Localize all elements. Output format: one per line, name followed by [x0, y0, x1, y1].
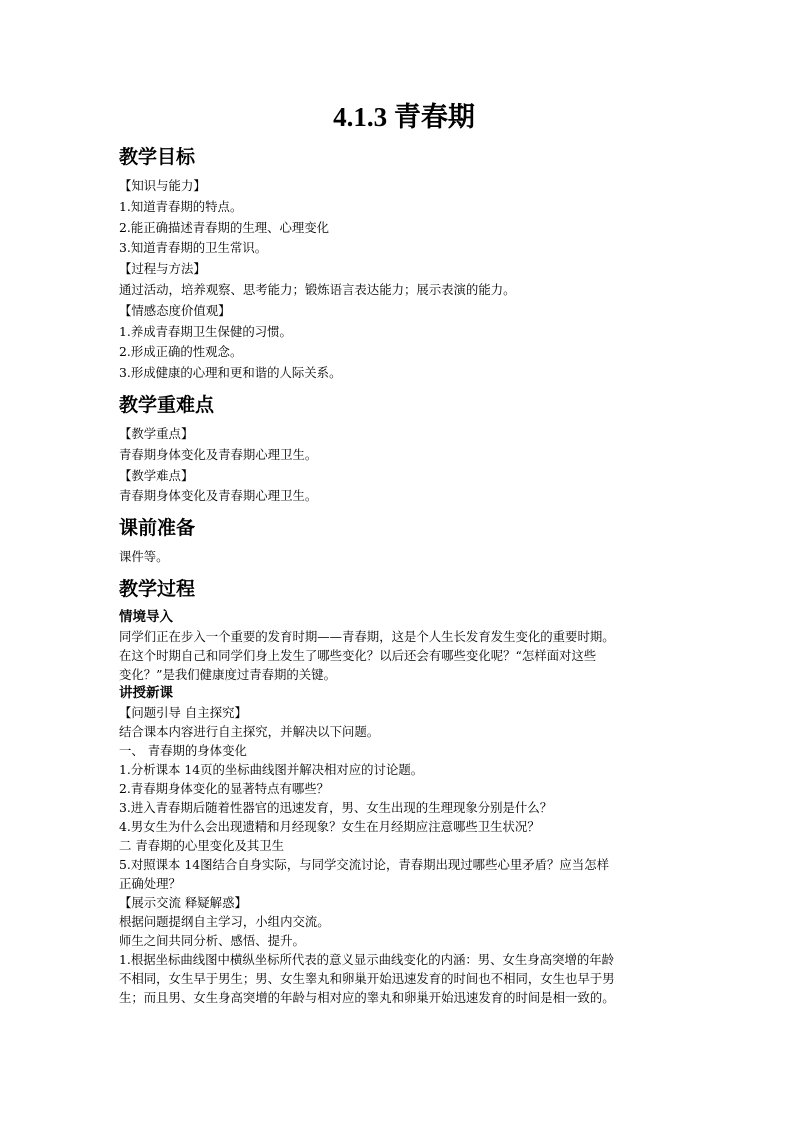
intro-line: 同学们正在步入一个重要的发育时期——青春期，这是个人生长发育发生变化的重要时期。	[119, 628, 615, 644]
lesson-line: 二 青春期的心里变化及其卫生	[119, 837, 285, 853]
section-heading-keypoints: 教学重难点	[119, 393, 215, 416]
lesson-line: 生；而且男、女生身高突增的年龄与相对应的睾丸和卵巢开始迅速发育的时间是相一致的。	[119, 989, 615, 1005]
lesson-line: 5.对照课本 14图结合自身实际，与同学交流讨论，青春期出现过哪些心里矛盾？应当怎样	[119, 856, 609, 872]
lesson-line: 【展示交流 释疑解惑】	[119, 894, 247, 910]
keypoint-line: 【教学难点】	[119, 467, 194, 483]
keypoint-line: 青春期身体变化及青春期心理卫生。	[119, 488, 318, 504]
goal-line: 1.养成青春期卫生保健的习惯。	[119, 323, 292, 339]
goal-line: 3.知道青春期的卫生常识。	[119, 240, 268, 256]
lesson-line: 1.根据坐标曲线图中横纵坐标所代表的意义显示曲线变化的内涵：男、女生身高突增的年龄	[119, 951, 615, 967]
section-process	[119, 576, 689, 1007]
section-heading-prep: 课前准备	[119, 517, 196, 540]
section-prep	[119, 515, 689, 568]
lesson-line: 师生之间共同分析、感悟、提升。	[119, 932, 305, 948]
subheading-intro: 情境导入	[119, 608, 173, 625]
lesson-line: 1.分析课本 14页的坐标曲线图并解决相对应的讨论题。	[119, 761, 424, 777]
lesson-line: 【问题引导 自主探究】	[119, 704, 247, 720]
document-title: 4.1.3 青春期	[333, 102, 475, 132]
lesson-line: 正确处理？	[119, 875, 181, 891]
goal-line: 通过活动，培养观察、思考能力；锻炼语言表达能力；展示表演的能力。	[119, 281, 516, 297]
lesson-line: 结合课本内容进行自主探究，并解决以下问题。	[119, 723, 380, 739]
intro-line: 在这个时期自己和同学们身上发生了哪些变化？以后还会有哪些变化呢？“怎样面对这些	[119, 647, 597, 663]
lesson-line: 3.进入青春期后随着性器官的迅速发育，男、女生出现的生理现象分别是什么？	[119, 799, 553, 815]
intro-line: 变化？”是我们健康度过青春期的关键。	[119, 666, 336, 682]
keypoint-line: 青春期身体变化及青春期心理卫生。	[119, 446, 318, 462]
goal-line: 2.能正确描述青春期的生理、心理变化	[119, 219, 330, 235]
goal-line: 1.知道青春期的特点。	[119, 198, 243, 214]
goal-line: 3.形成健康的心理和更和谐的人际关系。	[119, 365, 342, 381]
goal-line: 2.形成正确的性观念。	[119, 344, 243, 360]
section-heading-goals: 教学目标	[119, 146, 196, 168]
lesson-line: 不相同，女生早于男生；男、女生睾丸和卵巢开始迅速发育的时间也不相同，女生也早于男	[119, 970, 615, 986]
lesson-line: 4.男女生为什么会出现遗精和月经现象？女生在月经期应注意哪些卫生状况？	[119, 818, 540, 834]
goal-line: 【过程与方法】	[119, 261, 206, 277]
section-goals	[119, 144, 689, 384]
goal-line: 【知识与能力】	[119, 178, 206, 193]
prep-line: 课件等。	[119, 549, 169, 565]
goal-line: 【情感态度价值观】	[119, 302, 231, 318]
lesson-line: 根据问题提纲自主学习，小组内交流。	[119, 913, 330, 929]
section-keypoints	[119, 392, 689, 507]
lesson-line: 一、 青春期的身体变化	[119, 742, 247, 758]
section-heading-process: 教学过程	[119, 577, 196, 600]
lesson-line: 2.青春期身体变化的显著特点有哪些？	[119, 780, 330, 796]
document-page	[119, 100, 689, 1007]
keypoint-line: 【教学重点】	[119, 425, 194, 441]
subheading-new-lesson: 讲授新课	[119, 684, 173, 701]
